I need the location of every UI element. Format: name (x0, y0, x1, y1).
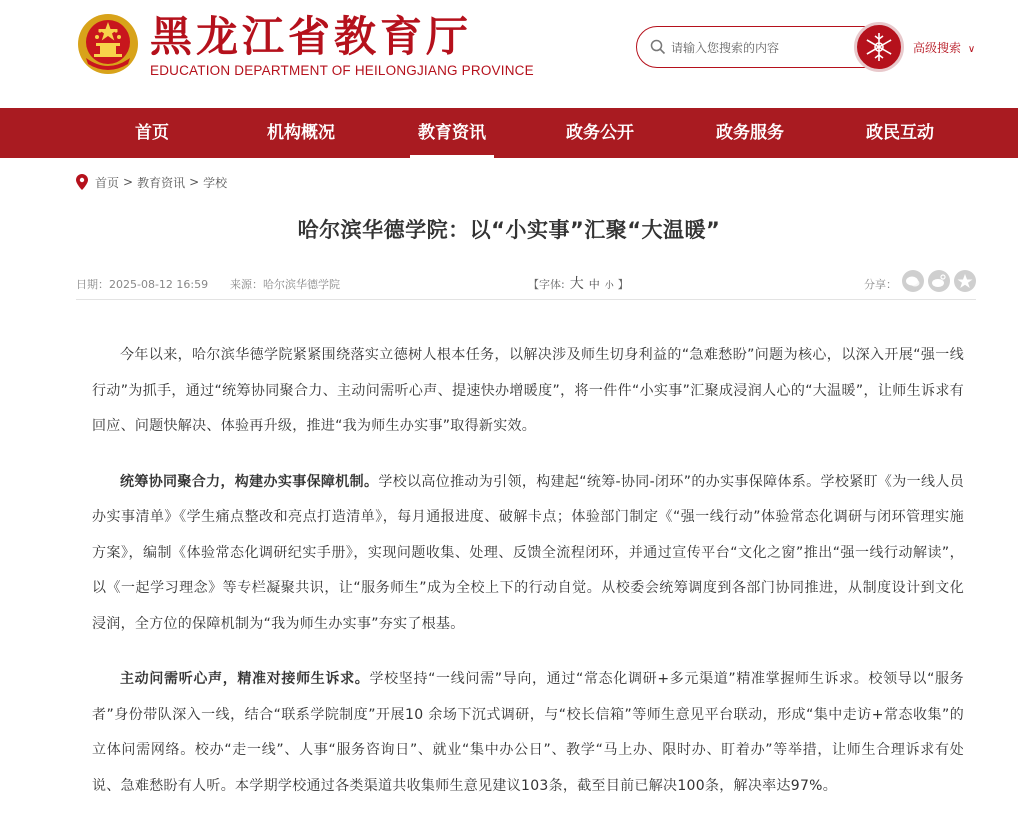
search-icon (650, 39, 666, 55)
article-source: 来源：哈尔滨华德学院 (230, 278, 340, 291)
article-title: 哈尔滨华德学院：以“小实事”汇聚“大温暖” (297, 218, 721, 242)
font-medium-button[interactable]: 中 (588, 278, 600, 291)
font-size-control (528, 273, 629, 293)
article-meta (76, 270, 976, 296)
font-size-label-close: 】 (617, 278, 629, 291)
paragraph-coordination (92, 465, 964, 643)
font-size-label: 【字体: (528, 278, 565, 291)
location-pin-icon (76, 174, 88, 190)
chevron-down-icon: ∨ (967, 44, 976, 55)
paragraph-lead: 主动问需听心声，精准对接师生诉求。 (120, 671, 370, 687)
nav-item-gov-service[interactable]: 政务服务 (716, 123, 784, 143)
font-large-button[interactable]: 大 (569, 276, 584, 292)
search-input[interactable] (671, 37, 851, 59)
breadcrumb-home[interactable]: 首页 (95, 175, 120, 190)
nav-item-gov-open[interactable]: 政务公开 (566, 123, 634, 143)
breadcrumb-school[interactable]: 学校 (203, 175, 228, 190)
paragraph-text: 学校以高位推动为引领，构建起“统筹-协同-闭环”的办实事保障体系。学校紧盯《为一线人员办实事清单》《学生痛点整改和亮点打造清单》，每月通报进度、破解卡点；体验部门制定《“强一线行动”体验常态化调研与闭环管理实施方案》，编制《体验常态化调研纪实手册》，实现问题收集、处理、反馈全流程闭环，并通过宣传平台“文化之窗”推出“强一线行动解读”，以《一起学习理念》等专栏凝聚共识，让“服务师生”成为全校上下的行动自觉。从校委会统筹调度到各部门协同推进，从制度设计到文化浸润，全方位的保障机制为“我为师生办实事”夯实了根基。 (92, 473, 964, 632)
qzone-icon[interactable] (954, 270, 976, 292)
breadcrumb (76, 172, 227, 192)
advanced-search-link[interactable] (913, 39, 975, 56)
nav-item-home[interactable]: 首页 (135, 123, 169, 143)
advanced-search-label: 高级搜索 (913, 41, 962, 55)
nav-item-about[interactable]: 机构概况 (267, 123, 335, 143)
breadcrumb-separator: > (189, 175, 200, 189)
paragraph-needs (92, 662, 964, 804)
article-date: 日期：2025-08-12 16:59 (76, 278, 209, 291)
font-small-button[interactable]: 小 (604, 281, 614, 291)
weibo-icon[interactable] (928, 270, 950, 292)
nav-item-interaction[interactable]: 政民互动 (866, 123, 934, 143)
main-nav (0, 108, 1018, 158)
national-emblem-icon[interactable] (76, 12, 140, 76)
breadcrumb-separator: > (123, 175, 134, 189)
breadcrumb-news[interactable]: 教育资讯 (137, 175, 186, 190)
site-header (0, 0, 1018, 108)
nav-item-news[interactable]: 教育资讯 (410, 108, 494, 158)
snowflake-icon (857, 25, 901, 69)
share-label: 分享： (864, 278, 897, 291)
meta-divider (76, 299, 976, 300)
wechat-icon[interactable] (902, 270, 924, 292)
paragraph-intro: 今年以来，哈尔滨华德学院紧紧围绕落实立德树人根本任务，以解决涉及师生切身利益的“急难愁盼”问题为核心，以深入开展“强一线行动”为抓手，通过“统筹协同聚合力、主动问需听心声、提速快办增暖度”，将一件件“小实事”汇聚成浸润人心的“大温暖”，让师生诉求有回应、问题快解决、体验再升级，推进“我为师生办实事”取得新实效。 (92, 347, 964, 434)
site-title: 黑龙江省教育厅 (150, 12, 473, 61)
site-subtitle: EDUCATION DEPARTMENT OF HEILONGJIANG PROVINCE (150, 63, 534, 78)
article-body (92, 338, 964, 824)
paragraph-lead: 统筹协同聚合力，构建办实事保障机制。 (120, 473, 379, 490)
search-button[interactable] (854, 22, 904, 72)
paragraph-text: 学校坚持“一线问需”导向，通过“常态化调研+多元渠道”精准掌握师生诉求。校领导以“服务者”身份带队深入一线，结合“联系学院制度”开展10 余场下沉式调研，与“校长信箱”等师生意见平台联动，形成“集中走访+常态收集”的立体问需网络。校办“走一线”、人事“服务咨询日”、就业“集中办公日”、教学“马上办、限时办、盯着办”等举措，让师生合理诉求有处说、急难愁盼有人听。本学期学校通过各类渠道共收集师生意见建议103条，截至目前已解决100条，解决率达97%。 (92, 671, 964, 794)
